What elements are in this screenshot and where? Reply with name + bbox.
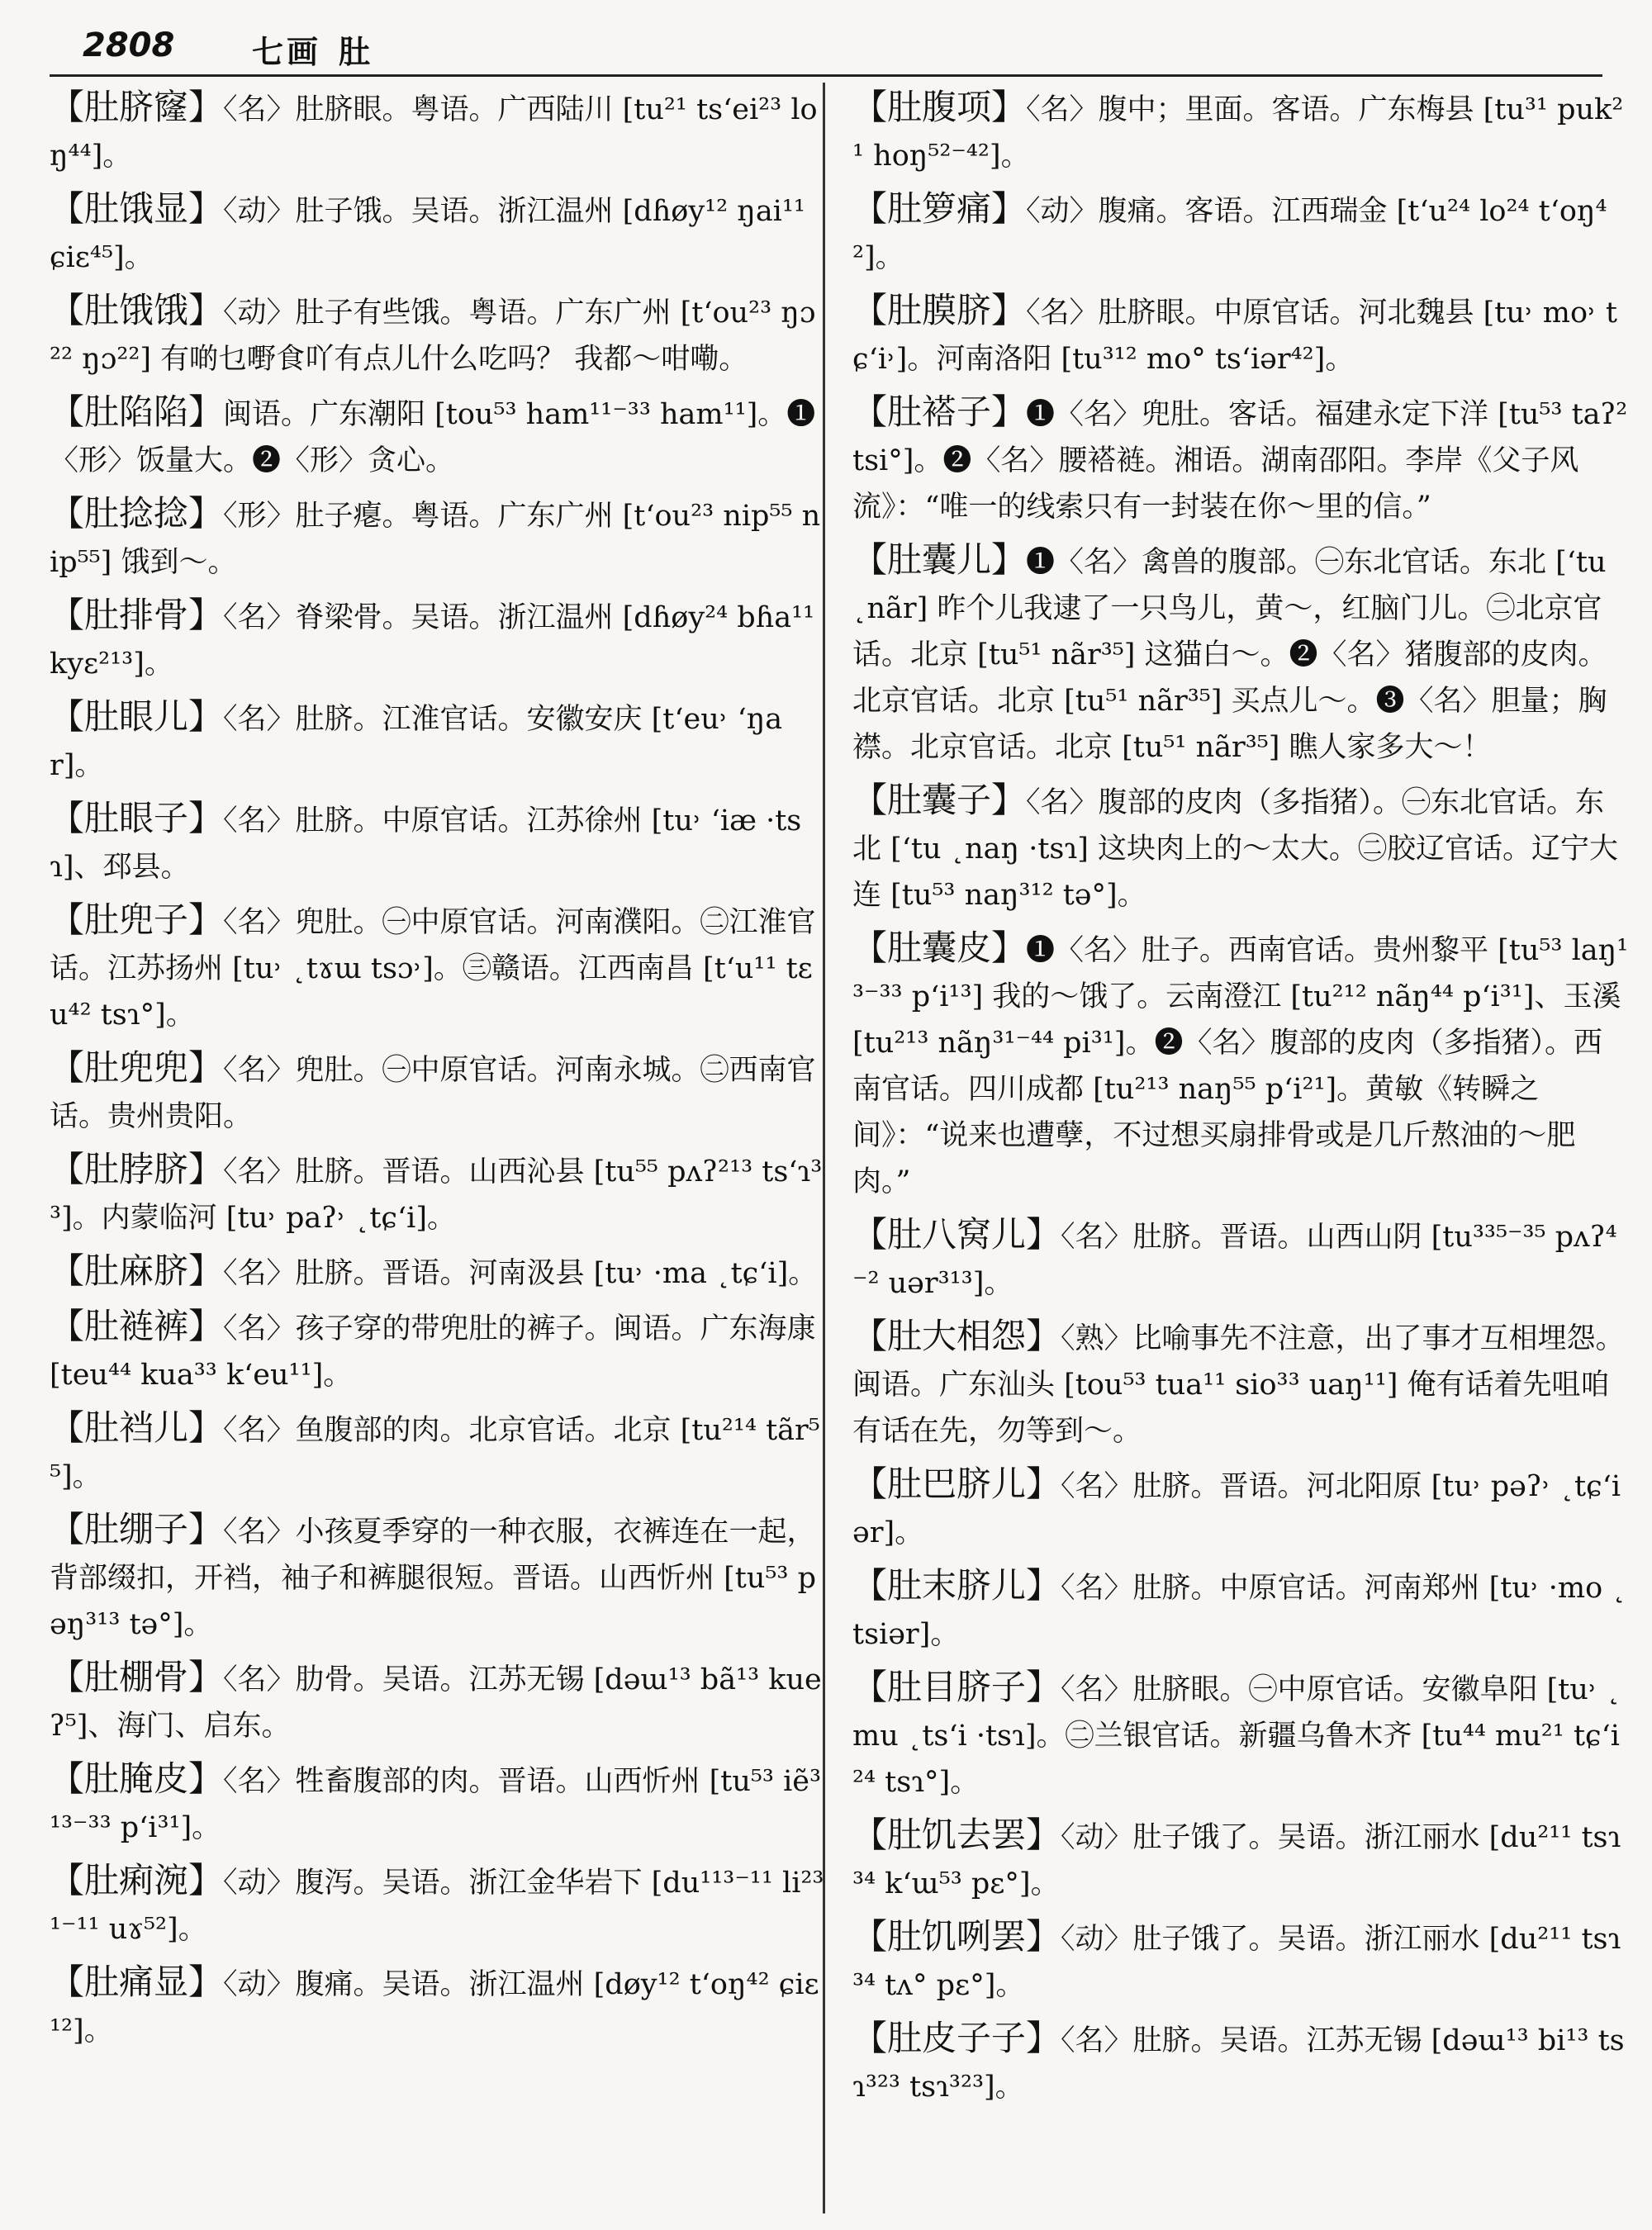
dictionary-entry bbox=[50, 84, 826, 179]
dictionary-entry bbox=[50, 1045, 826, 1140]
entry-headword: 【肚兜兜】 bbox=[50, 1047, 224, 1088]
entry-definition: 〈名〉脊梁骨。吴语。浙江温州 [dɦøy²⁴ bɦa¹¹ kyɛ²¹³]。 bbox=[50, 601, 815, 681]
entry-definition: 〈名〉牲畜腹部的肉。晋语。山西忻州 [tu⁵³ iẽ³¹³⁻³³ p‘i³¹]。 bbox=[50, 1765, 822, 1844]
dictionary-entry bbox=[852, 287, 1629, 382]
dictionary-entry bbox=[50, 694, 826, 789]
entry-definition: ❶〈名〉禽兽的腹部。㊀东北官话。东北 [‘tu ˛nãr] 昨个儿我逮了一只鸟儿，黄～，红脑门儿。㊁北京官话。北京 [tu⁵¹ nãr³⁵] 这猫白～。❷〈名〉猪腹部的皮肉。北京官话。北京 [tu⁵¹ nãr³⁵] 买点儿～。❸〈名〉胆量；胸襟。北京官话。北京 [tu⁵¹ nãr³⁵] 瞧人家多大～！ bbox=[852, 546, 1607, 764]
entry-headword: 【肚脖脐】 bbox=[50, 1149, 224, 1189]
entry-definition: 〈名〉孩子穿的带兜肚的裤子。闽语。广东海康 [teu⁴⁴ kua³³ k‘eu¹¹]。 bbox=[50, 1312, 816, 1392]
dictionary-entry bbox=[50, 1405, 826, 1500]
entry-definition: 〈名〉肋骨。吴语。江苏无锡 [dəɯ¹³ bã¹³ kueʔ⁵]、海门、启东。 bbox=[50, 1663, 822, 1743]
entry-headword: 【肚囊皮】 bbox=[852, 928, 1027, 968]
entry-definition: ❶〈名〉兜肚。客话。福建永定下洋 [tu⁵³ taʔ² tsi°]。❷〈名〉腰褡裢。湘语。湖南邵阳。李岸《父子风流》：“唯一的线索只有一封装在你～里的信。” bbox=[852, 398, 1628, 524]
entry-definition: 〈名〉肚脐。吴语。江苏无锡 [dəɯ¹³ bi¹³ tsɿ³²³ tsɿ³²³]。 bbox=[852, 2024, 1625, 2104]
dictionary-entry bbox=[50, 1756, 826, 1851]
page-header bbox=[50, 25, 1602, 77]
entry-headword: 【肚眼儿】 bbox=[50, 696, 224, 737]
dictionary-entry bbox=[852, 537, 1629, 771]
stroke-section: 七画 bbox=[252, 33, 322, 70]
entry-definition: 〈名〉肚脐。中原官话。河南郑州 [tu˒ ·mo ˛tsiər]。 bbox=[852, 1572, 1626, 1651]
entry-definition: 〈名〉兜肚。㊀中原官话。河南永城。㊁西南官话。贵州贵阳。 bbox=[50, 1054, 816, 1133]
entry-headword: 【肚痛显】 bbox=[50, 1962, 224, 2002]
dictionary-entry bbox=[852, 389, 1629, 530]
dictionary-entry bbox=[50, 186, 826, 281]
dictionary-entry bbox=[852, 186, 1629, 281]
entry-headword: 【肚麻脐】 bbox=[50, 1250, 224, 1291]
dictionary-entry bbox=[852, 1914, 1629, 2009]
dictionary-entry bbox=[50, 1146, 826, 1241]
dictionary-entry bbox=[852, 1812, 1629, 1907]
entry-definition: 〈名〉肚脐眼。粤语。广西陆川 [tu²¹ ts‘ei²³ loŋ⁴⁴]。 bbox=[50, 93, 818, 173]
entry-headword: 【肚捻捻】 bbox=[50, 493, 224, 534]
entry-definition: 〈名〉肚脐眼。㊀中原官话。安徽阜阳 [tu˒ ˛mu ˛ts‘i ·tsɿ]。㊁兰银官话。新疆乌鲁木齐 [tu⁴⁴ mu²¹ tɕ‘i²⁴ tsɿ°]。 bbox=[852, 1673, 1621, 1799]
dictionary-entry bbox=[852, 777, 1629, 918]
page-number: 2808 bbox=[83, 26, 175, 64]
entry-definition: 〈动〉腹痛。吴语。浙江温州 [døy¹² t‘oŋ⁴² ɕiɛ¹²]。 bbox=[50, 1968, 819, 2047]
entry-headword: 【肚裢裤】 bbox=[50, 1306, 224, 1346]
entry-definition: 〈动〉腹泻。吴语。浙江金华岩下 [du¹¹³⁻¹¹ li²³¹⁻¹¹ uɤ⁵²]。 bbox=[50, 1867, 824, 1946]
entry-headword: 【肚末脐儿】 bbox=[852, 1565, 1061, 1606]
entry-definition: 〈动〉肚子饿了。吴语。浙江丽水 [du²¹¹ tsɿ³⁴ k‘ɯ⁵³ pɛ°]。 bbox=[852, 1821, 1621, 1900]
entry-headword: 【肚膜脐】 bbox=[852, 290, 1027, 330]
entry-definition: 〈名〉肚脐。中原官话。江苏徐州 [tu˒ ‘iæ ·tsɿ]、邳县。 bbox=[50, 804, 802, 884]
dictionary-entry bbox=[852, 1212, 1629, 1307]
entry-headword: 【肚大相怨】 bbox=[852, 1316, 1061, 1356]
dictionary-entry bbox=[50, 1248, 826, 1297]
entry-headword: 【肚排骨】 bbox=[50, 595, 224, 635]
entry-definition: 〈名〉肚脐眼。中原官话。河北魏县 [tu˒ mo˒ tɕ‘i˒]。河南洛阳 [tu³¹² mo° ts‘iər⁴²]。 bbox=[852, 297, 1617, 376]
entry-definition: 〈名〉肚脐。江淮官话。安徽安庆 [t‘eu˒ ‘ŋar]。 bbox=[50, 703, 783, 782]
dictionary-entry bbox=[852, 1461, 1629, 1556]
entry-headword: 【肚巴脐儿】 bbox=[852, 1464, 1061, 1504]
entry-headword: 【肚裆儿】 bbox=[50, 1407, 224, 1448]
right-column bbox=[852, 84, 1629, 2117]
entry-definition: 〈名〉鱼腹部的肉。北京官话。北京 [tu²¹⁴ tãr⁵⁵]。 bbox=[50, 1414, 820, 1493]
dictionary-entry bbox=[50, 491, 826, 586]
dictionary-entry bbox=[50, 1654, 826, 1749]
dictionary-entry bbox=[50, 897, 826, 1038]
dictionary-entry bbox=[50, 1858, 826, 1952]
entry-headword: 【肚棚骨】 bbox=[50, 1657, 224, 1697]
entry-definition: 〈名〉肚脐。晋语。河北阳原 [tu˒ pəʔ˒ ˛tɕ‘iər]。 bbox=[852, 1470, 1621, 1549]
dictionary-entry bbox=[50, 795, 826, 890]
entry-definition: 〈动〉腹痛。客语。江西瑞金 [t‘u²⁴ lo²⁴ t‘oŋ⁴²]。 bbox=[852, 195, 1607, 274]
dictionary-entry bbox=[50, 1959, 826, 2054]
dictionary-entry bbox=[852, 1563, 1629, 1658]
entry-headword: 【肚囊子】 bbox=[852, 780, 1027, 820]
entry-definition: 〈动〉肚子饿。吴语。浙江温州 [dɦøy¹² ŋai¹¹ ɕiɛ⁴⁵]。 bbox=[50, 195, 805, 274]
entry-definition: 〈名〉兜肚。㊀中原官话。河南濮阳。㊁江淮官话。江苏扬州 [tu˒ ˛tɤɯ tsɔ˒]。㊂赣语。江西南昌 [t‘u¹¹ tɛu⁴² tsɿ°]。 bbox=[50, 906, 816, 1032]
dictionary-entry bbox=[50, 592, 826, 687]
entry-headword: 【肚八窝儿】 bbox=[852, 1214, 1061, 1255]
entry-headword: 【肚眼子】 bbox=[50, 798, 224, 838]
entry-headword: 【肚饥去罢】 bbox=[852, 1815, 1061, 1855]
entry-headword: 【肚饿显】 bbox=[50, 188, 224, 229]
entry-definition: 〈动〉肚子有些饿。粤语。广东广州 [t‘ou²³ ŋɔ²² ŋɔ²²] 有啲乜嘢食吖有点儿什么吃吗？ 我都～咁嘞。 bbox=[50, 297, 816, 376]
dictionary-entry bbox=[50, 1303, 826, 1398]
entry-headword: 【肚饿饿】 bbox=[50, 290, 224, 330]
dictionary-entry bbox=[852, 1313, 1629, 1454]
dictionary-entry bbox=[852, 925, 1629, 1205]
entry-headword: 【肚脐窿】 bbox=[50, 87, 224, 127]
entry-definition: 〈名〉肚脐。晋语。河南汲县 [tu˒ ·ma ˛tɕ‘i]。 bbox=[223, 1257, 818, 1290]
entry-headword: 【肚囊儿】 bbox=[852, 539, 1027, 580]
entry-headword: 【肚腹项】 bbox=[852, 87, 1027, 127]
entry-definition: 闽语。广东潮阳 [tou⁵³ ham¹¹⁻³³ ham¹¹]。❶〈形〉饭量大。❷〈形〉贪心。 bbox=[50, 398, 816, 477]
entry-headword: 【肚痢涴】 bbox=[50, 1860, 224, 1900]
entry-definition: ❶〈名〉肚子。西南官话。贵州黎平 [tu⁵³ laŋ¹³⁻³³ p‘i¹³] 我的～饿了。云南澄江 [tu²¹² nãŋ⁴⁴ p‘i³¹]、玉溪 [tu²¹³ nãŋ³¹⁻⁴⁴ pi³¹]。❷〈名〉腹部的皮肉（多指猪）。西南官话。四川成都 [tu²¹³ naŋ⁵⁵ p‘i²¹]。黄敏《转瞬之间》：“说来也遭孽，不过想买扇排骨或是几斤熬油的～肥肉。” bbox=[852, 934, 1629, 1198]
entry-definition: 〈名〉肚脐。晋语。山西山阴 [tu³³⁵⁻³⁵ pʌʔ⁴⁻² uər³¹³]。 bbox=[852, 1221, 1617, 1300]
entry-headword: 【肚皮子子】 bbox=[852, 2018, 1061, 2058]
entry-headword: 【肚陷陷】 bbox=[50, 391, 224, 432]
entry-definition: 〈熟〉比喻事先不注意，出了事才互相埋怨。闽语。广东汕头 [tou⁵³ tua¹¹ sio³³ uaŋ¹¹] 俺有话着先咀咱有话在先，勿等到～。 bbox=[852, 1322, 1625, 1448]
dictionary-entry bbox=[50, 389, 826, 484]
entry-headword: 【肚褡子】 bbox=[852, 391, 1027, 432]
dictionary-entry bbox=[852, 84, 1629, 179]
dictionary-entry bbox=[852, 2015, 1629, 2110]
dictionary-entry bbox=[50, 287, 826, 382]
left-column bbox=[50, 84, 826, 2061]
entry-definition: 〈名〉小孩夏季穿的一种衣服，衣裤连在一起，背部缀扣，开裆，袖子和裤腿很短。晋语。山西忻州 [tu⁵³ pəŋ³¹³ tə°]。 bbox=[50, 1516, 816, 1641]
entry-headword: 【肚兜子】 bbox=[50, 899, 224, 940]
entry-definition: 〈形〉肚子瘪。粤语。广东广州 [t‘ou²³ nip⁵⁵ nip⁵⁵] 饿到～。 bbox=[50, 500, 821, 579]
header-character: 肚 bbox=[339, 33, 371, 70]
entry-definition: 〈名〉肚脐。晋语。山西沁县 [tu⁵⁵ pʌʔ²¹³ ts‘ɿ³³]。内蒙临河 [tu˒ paʔ˒ ˛tɕ‘i]。 bbox=[50, 1155, 823, 1235]
entry-headword: 【肚箩痛】 bbox=[852, 188, 1027, 229]
dictionary-entry bbox=[50, 1506, 826, 1648]
entry-definition: 〈名〉腹中；里面。客语。广东梅县 [tu³¹ puk²¹ hoŋ⁵²⁻⁴²]。 bbox=[852, 93, 1624, 173]
entry-headword: 【肚饥咧罢】 bbox=[852, 1916, 1061, 1957]
entry-headword: 【肚腌皮】 bbox=[50, 1758, 224, 1799]
entry-definition: 〈名〉腹部的皮肉（多指猪）。㊀东北官话。东北 [‘tu ˛naŋ ·tsɿ] 这块肉上的～太大。㊁胶辽官话。辽宁大连 [tu⁵³ naŋ³¹² tə°]。 bbox=[852, 786, 1618, 912]
dictionary-entry bbox=[852, 1664, 1629, 1805]
entry-headword: 【肚绷子】 bbox=[50, 1509, 224, 1549]
entry-headword: 【肚目脐子】 bbox=[852, 1667, 1061, 1707]
entry-definition: 〈动〉肚子饿了。吴语。浙江丽水 [du²¹¹ tsɿ³⁴ tʌ° pɛ°]。 bbox=[852, 1923, 1621, 2002]
